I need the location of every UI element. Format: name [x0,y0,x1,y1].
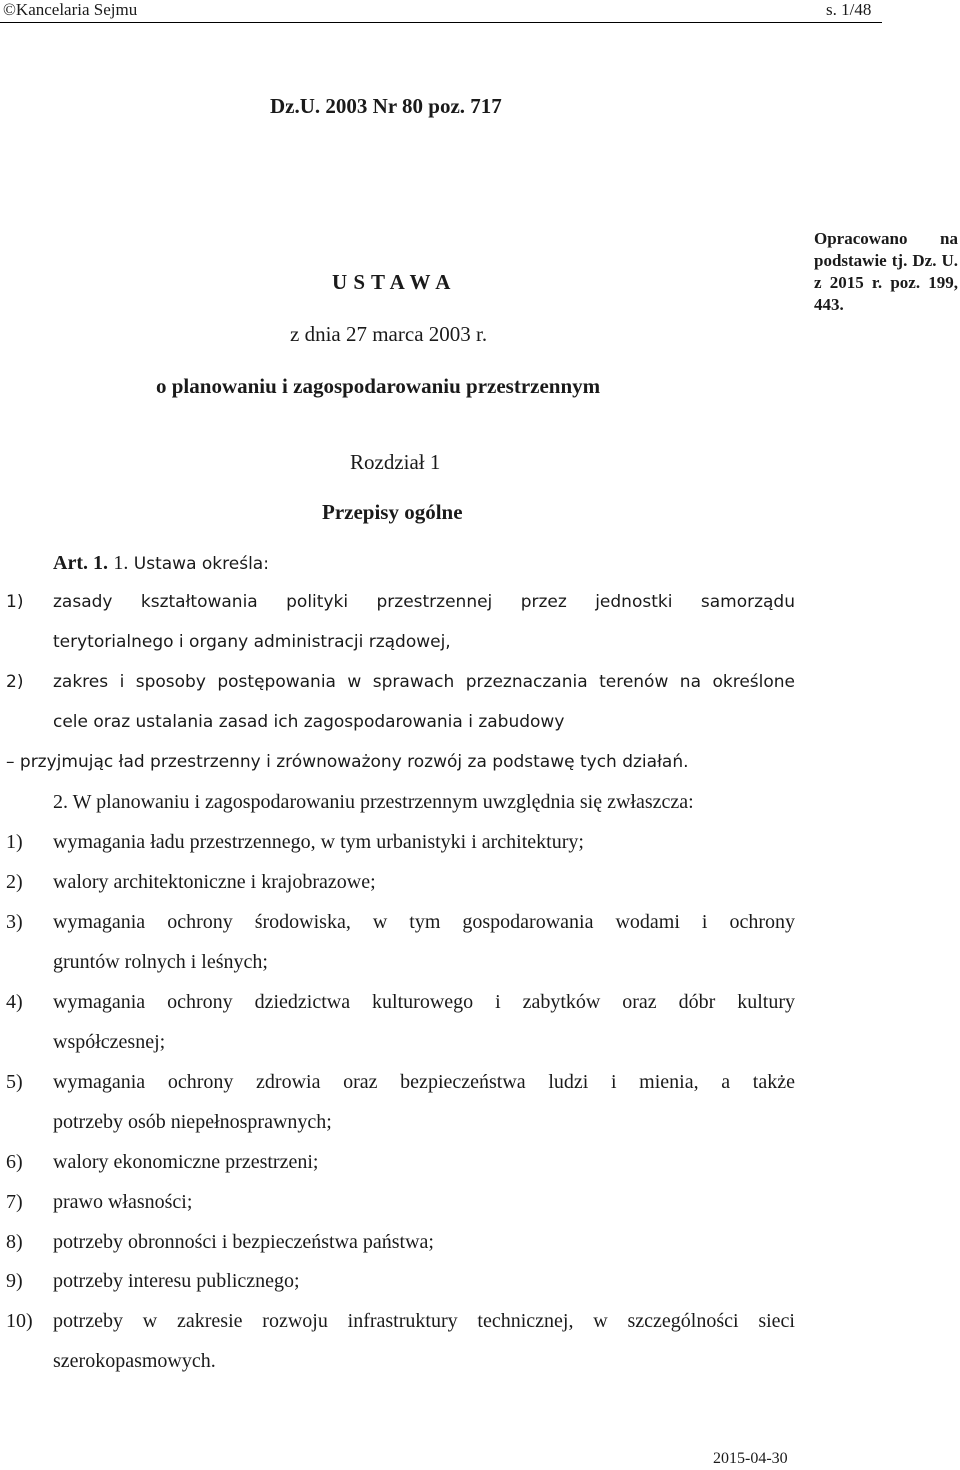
list-item-text: wymagania ładu przestrzennego, w tym urbanistyki i architektury; [53,831,584,853]
list-item-text: wymagania ochrony środowiska, w tym gospodarowania wodami i ochrony [53,911,795,933]
list-item-text: potrzeby osób niepełnosprawnych; [53,1111,332,1133]
closing-clause: – przyjmując ład przestrzenny i zrównoważony rozwój za podstawę tych działań. [6,752,689,772]
list-item-text: wymagania ochrony zdrowia oraz bezpieczeństwa ludzi i mienia, a także [53,1071,795,1093]
chapter-title: Przepisy ogólne [322,500,463,524]
list-item-number: 2) [6,672,24,692]
list-item-text: zasady kształtowania polityki przestrzennej przez jednostki samorządu [53,592,795,612]
list-item-text: potrzeby w zakresie rozwoju infrastruktury technicznej, w szczególności sieci [53,1310,795,1332]
paragraph-intro: Ustawa określa: [133,554,269,574]
page-number: s. 1/48 [826,0,872,19]
paragraph-number: 2. [53,791,68,813]
list-item-number: 9) [6,1270,23,1292]
journal-reference: Dz.U. 2003 Nr 80 poz. 717 [270,94,502,118]
list-item-number: 3) [6,911,23,933]
paragraph-2-heading [53,791,694,814]
list-item-text: szerokopasmowych. [53,1350,216,1372]
list-item-number: 1) [6,831,23,853]
list-item-text: prawo własności; [53,1191,193,1213]
header-source: ©Kancelaria Sejmu [3,0,138,19]
list-item-text: cele oraz ustalania zasad ich zagospodarowania i zabudowy [53,712,565,732]
list-item-text: walory architektoniczne i krajobrazowe; [53,871,376,893]
document-type: U S T A W A [332,270,451,294]
list-item-text: terytorialnego i organy administracji rządowej, [53,632,451,652]
article-label: Art. 1. [53,552,108,574]
list-item-text: zakres i sposoby postępowania w sprawach przeznaczania terenów na określone [53,672,795,692]
list-item-text: potrzeby interesu publicznego; [53,1270,300,1292]
list-item-number: 2) [6,871,23,893]
list-item-number: 6) [6,1151,23,1173]
document-subject: o planowaniu i zagospodarowaniu przestrzennym [156,374,601,398]
list-item-number: 8) [6,1231,23,1253]
document-date: z dnia 27 marca 2003 r. [290,322,488,346]
article-1-heading [53,552,269,575]
header-rule [0,22,882,23]
list-item-text: walory ekonomiczne przestrzeni; [53,1151,319,1173]
list-item-number: 4) [6,991,23,1013]
footer-date: 2015-04-30 [713,1450,788,1467]
paragraph-intro: W planowaniu i zagospodarowaniu przestrzennym uwzględnia się zwłaszcza: [72,791,694,813]
list-item-text: gruntów rolnych i leśnych; [53,951,268,973]
paragraph-number: 1. [113,552,129,574]
list-item-number: 7) [6,1191,23,1213]
list-item-text: potrzeby obronności i bezpieczeństwa państwa; [53,1231,434,1253]
side-note: Opracowano na podstawie tj. Dz. U. z 2015 r. poz. 199, 443. [814,229,958,314]
list-item-text: współczesnej; [53,1031,166,1053]
list-item-number: 5) [6,1071,23,1093]
list-item-number: 1) [6,592,24,612]
list-item-number: 10) [6,1310,33,1332]
list-item-text: wymagania ochrony dziedzictwa kulturowego i zabytków oraz dóbr kultury [53,991,795,1013]
chapter-number: Rozdział 1 [350,450,441,474]
